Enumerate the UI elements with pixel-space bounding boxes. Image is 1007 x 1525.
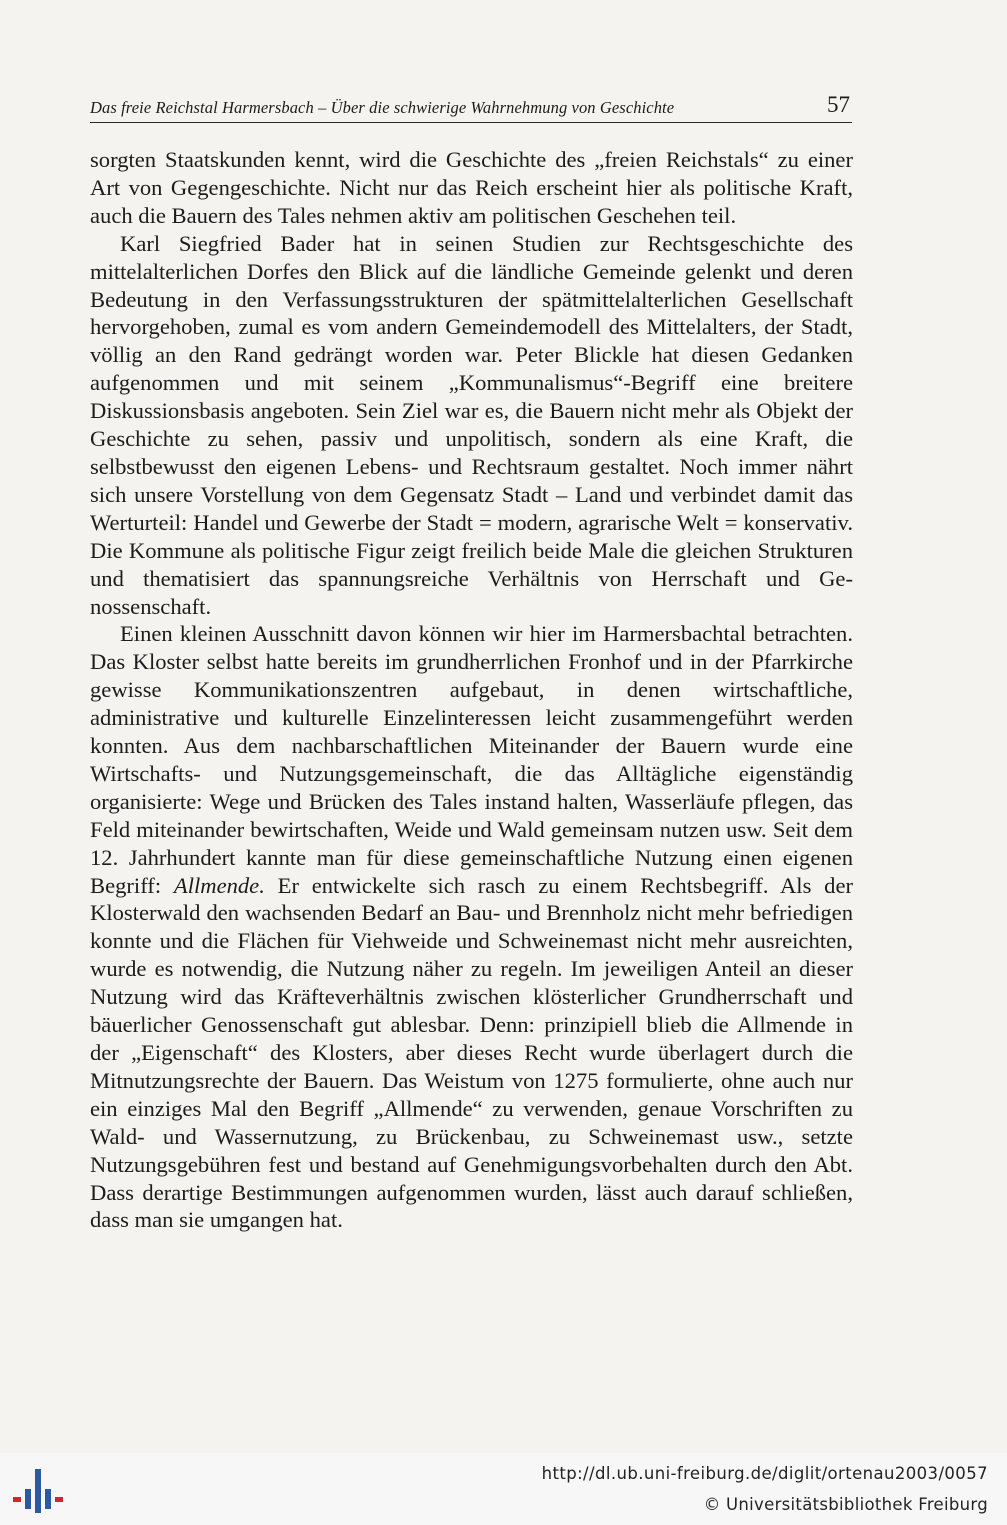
source-url-link[interactable]: http://dl.ub.uni-freiburg.de/diglit/ortenau2003/0057 (541, 1464, 988, 1483)
body-text (90, 146, 853, 1234)
copyright-notice: © Universitätsbibliothek Freiburg (703, 1495, 988, 1514)
allmende-emphasis: Allmende. (173, 872, 265, 898)
library-logo-icon (13, 1465, 65, 1515)
paragraph-3-part-b: Er entwickelte sich rasch zu einem Rechtsbegriff. Als der Klosterwald den wachsenden Bedarf an Bau- und Brennholz nicht mehr befriedigen konnte und die Flächen für Viehweide und Schweinemast nicht mehr ausreichten, wurde es notwendig, die Nutzung näher zu regeln. Im jeweiligen Anteil an dieser Nutzung wird das Kräfteverhältnis zwischen klösterlicher Grundherrschaft und bäuerlicher Genossenschaft gut ablesbar. Denn: prinzipiell blieb die Allmende in der „Eigenschaft“ des Klosters, aber dieses Recht wurde überlagert durch die Mitnutzungsrechte der Bauern. Das Weistum von 1275 formulierte, ohne auch nur ein einziges Mal den Begriff „Allmende“ zu verwenden, genaue Vorschriften zu Wald- und Wassernutzung, zu Brückenbau, zu Schweinemast usw., setzte Nutzungsgebühren fest und bestand auf Genehmigungsvorbehalten durch den Abt. Dass derartige Bestimmungen aufgenommen wurden, lässt auch darauf schließen, dass man sie umgangen hat. (90, 872, 853, 1233)
paragraph-2: Karl Siegfried Bader hat in seinen Studien zur Rechtsgeschichte des mittelalterlichen Dorfes den Blick auf die ländliche Gemeinde gelenkt und deren Bedeutung in den Verfassungsstrukturen der spätmittelalterlichen Gesellschaft hervorgehoben, zumal es vom andern Gemeindemodell des Mittelalters, der Stadt, völlig an den Rand gedrängt worden war. Peter Blickle hat diesen Gedanken aufgenommen und mit seinem „Kommunalismus“-Begriff eine breitere Diskussionsbasis angeboten. Sein Ziel war es, die Bauern nicht mehr als Objekt der Geschichte zu sehen, passiv und unpolitisch, sondern als eine Kraft, die selbstbewusst den eigenen Lebens- und Rechtsraum gestaltet. Noch immer nährt sich unsere Vorstellung von dem Gegensatz Stadt – Land und verbindet damit das Werturteil: Handel und Gewerbe der Stadt = modern, agrarische Welt = konservativ. Die Kommune als politische Figur zeigt freilich beide Male die gleichen Strukturen und thematisiert das spannungsreiche Verhältnis von Herrschaft und Genossenschaft. (90, 230, 853, 619)
paragraph-3 (90, 620, 853, 1234)
running-head (90, 92, 852, 123)
running-title: Das freie Reichstal Harmersbach – Über die schwierige Wahrnehmung von Geschichte (90, 98, 675, 117)
paragraph-1: sorgten Staatskunden kennt, wird die Geschichte des „freien Reichstals“ zu einer Art von Gegengeschichte. Nicht nur das Reich erscheint hier als politische Kraft, auch die Bauern des Tales nehmen aktiv am politischen Geschehen teil. (90, 147, 853, 228)
footer-bar (0, 1453, 1007, 1525)
paragraph-3-part-a: Einen kleinen Ausschnitt davon können wir hier im Harmersbachtal betrachten. Das Kloster selbst hatte bereits im grundherrlichen Fronhof und in der Pfarrkirche gewisse Kommunikationszentren aufgebaut, in denen wirtschaftliche, administrative und kulturelle Einzelinteressen leicht zusammengeführt werden konnten. Aus dem nachbarschaftlichen Miteinander der Bauern wurde eine Wirtschafts- und Nutzungsgemeinschaft, die das Alltägliche eigenständig organisierte: Wege und Brücken des Tales instand halten, Wasserläufe pflegen, das Feld miteinander bewirtschaften, Weide und Wald gemeinsam nutzen usw. Seit dem 12. Jahrhundert kannte man für diese gemeinschaftliche Nutzung einen eigenen Begriff: (90, 621, 853, 898)
page-number: 57 (827, 92, 850, 117)
